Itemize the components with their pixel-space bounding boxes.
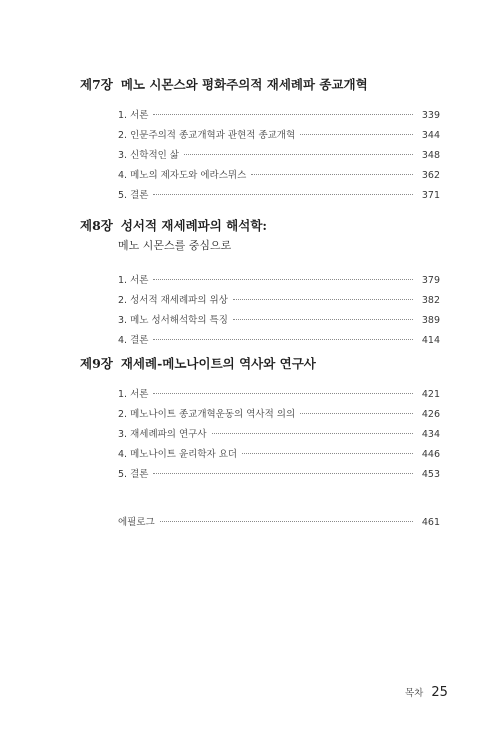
toc-entry-label: 5. 결론 xyxy=(118,469,149,480)
toc-entry-list xyxy=(80,272,440,352)
epilogue-entry xyxy=(118,514,440,534)
toc-entry[interactable] xyxy=(118,272,440,292)
toc-entry-label: 1. 서론 xyxy=(118,110,149,121)
toc-entry[interactable] xyxy=(118,514,440,534)
toc-entry-label: 3. 신학적인 삶 xyxy=(118,150,179,161)
toc-entry-label: 2. 성서적 재세례파의 위상 xyxy=(118,295,228,306)
chapter-heading xyxy=(80,217,440,235)
dot-leader xyxy=(300,134,413,135)
toc-entry[interactable] xyxy=(118,167,440,187)
toc-entry[interactable] xyxy=(118,147,440,167)
chapter-heading xyxy=(80,76,440,94)
dot-leader xyxy=(300,413,413,414)
dot-leader xyxy=(184,154,413,155)
toc-entry[interactable] xyxy=(118,292,440,312)
dot-leader xyxy=(233,299,413,300)
toc-entry-list xyxy=(80,386,440,486)
toc-entry-page: 339 xyxy=(421,110,440,121)
toc-entry-label: 5. 결론 xyxy=(118,190,149,201)
toc-entry-page: 379 xyxy=(421,275,440,286)
toc-entry[interactable] xyxy=(118,426,440,446)
toc-entry-page: 348 xyxy=(421,150,440,161)
toc-entry[interactable] xyxy=(118,107,440,127)
toc-entry-label: 2. 메노나이트 종교개혁운동의 역사적 의의 xyxy=(118,409,296,420)
toc-entry[interactable] xyxy=(118,406,440,426)
chapter-9 xyxy=(80,355,440,486)
toc-entry-page: 382 xyxy=(421,295,440,306)
toc-entry-page: 389 xyxy=(421,315,440,326)
toc-entry[interactable] xyxy=(118,386,440,406)
dot-leader xyxy=(242,453,413,454)
toc-entry[interactable] xyxy=(118,332,440,352)
toc-entry-label: 1. 서론 xyxy=(118,275,149,286)
chapter-8 xyxy=(80,217,440,352)
toc-entry-list xyxy=(80,107,440,207)
toc-entry-label: 4. 메노의 제자도와 에라스뮈스 xyxy=(118,170,247,181)
toc-entry[interactable] xyxy=(118,312,440,332)
toc-entry-label: 3. 재세례파의 연구사 xyxy=(118,429,207,440)
toc-entry-page: 453 xyxy=(421,469,440,480)
chapter-7 xyxy=(80,76,440,207)
toc-entry-page: 461 xyxy=(421,517,440,528)
toc-entry[interactable] xyxy=(118,127,440,147)
toc-entry-label: 에필로그 xyxy=(118,517,155,528)
toc-entry-page: 362 xyxy=(421,170,440,181)
chapter-title: 메노 시몬스와 평화주의적 재세례파 종교개혁 xyxy=(120,77,368,92)
dot-leader xyxy=(251,174,413,175)
page-footer xyxy=(405,685,448,700)
toc-entry[interactable] xyxy=(118,187,440,207)
dot-leader xyxy=(153,114,413,115)
footer-section-label: 목차 xyxy=(405,688,424,699)
chapter-number: 제8장 xyxy=(80,218,113,233)
chapter-title: 재세례-메노나이트의 역사와 연구사 xyxy=(120,356,316,371)
chapter-number: 제7장 xyxy=(80,77,113,92)
dot-leader xyxy=(153,393,413,394)
page-number: 25 xyxy=(431,685,448,700)
toc-entry-page: 371 xyxy=(421,190,440,201)
chapter-subtitle: 메노 시몬스를 중심으로 xyxy=(118,239,232,252)
chapter-number: 제9장 xyxy=(80,356,113,371)
dot-leader xyxy=(212,433,413,434)
toc-entry-label: 1. 서론 xyxy=(118,389,149,400)
toc-entry-label: 2. 인문주의적 종교개혁과 관현적 종교개혁 xyxy=(118,130,296,141)
toc-entry-page: 426 xyxy=(421,409,440,420)
toc-entry[interactable] xyxy=(118,466,440,486)
toc-entry-label: 3. 메노 성서해석학의 특징 xyxy=(118,315,228,326)
dot-leader xyxy=(153,279,413,280)
chapter-heading xyxy=(80,355,440,373)
dot-leader xyxy=(153,194,413,195)
toc-entry-page: 434 xyxy=(421,429,440,440)
dot-leader xyxy=(153,473,413,474)
dot-leader xyxy=(233,319,413,320)
dot-leader xyxy=(153,339,413,340)
toc-entry-page: 421 xyxy=(421,389,440,400)
toc-entry-label: 4. 결론 xyxy=(118,335,149,346)
toc-entry-page: 344 xyxy=(421,130,440,141)
toc-entry-page: 414 xyxy=(421,335,440,346)
toc-entry[interactable] xyxy=(118,446,440,466)
toc-entry-page: 446 xyxy=(421,449,440,460)
chapter-title: 성서적 재세례파의 해석학: xyxy=(120,218,268,233)
toc-entry-label: 4. 메노나이트 윤리학자 요더 xyxy=(118,449,238,460)
dot-leader xyxy=(160,521,413,522)
